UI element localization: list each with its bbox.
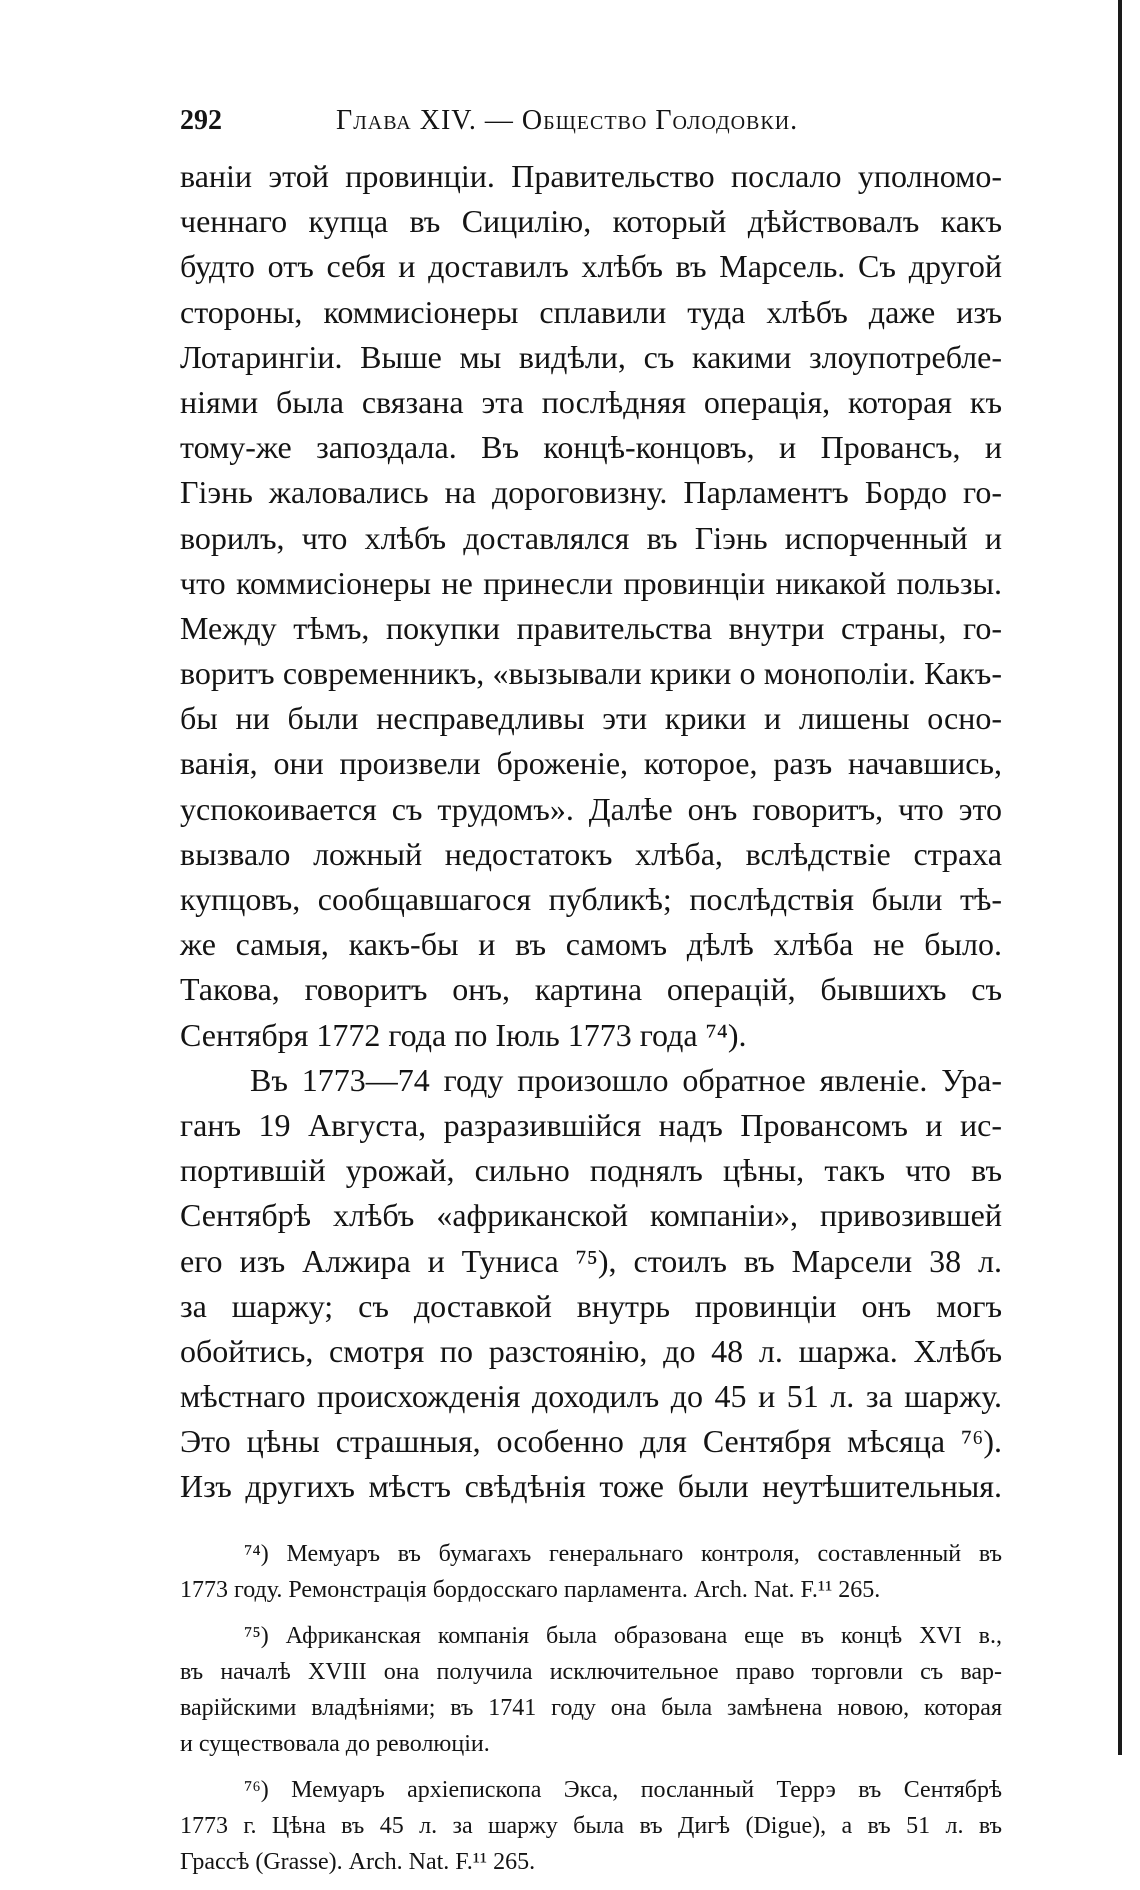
footnote-76 (180, 1772, 1002, 1880)
footnote-line: Грассѣ (Grasse). Arch. Nat. F.¹¹ 265. (180, 1848, 536, 1875)
text-line: тому-же запоздала. Въ концѣ-концовъ, и Провансъ, и (180, 429, 1002, 466)
text-line: стороны, коммисіонеры сплавили туда хлѣбъ даже изъ (180, 293, 1002, 330)
footnote-line: въ началѣ XVIII она получила исключительное право торговли съ вар- (180, 1658, 1002, 1685)
text-line: портившій урожай, сильно поднялъ цѣны, такъ что въ (180, 1152, 1002, 1189)
text-line: Такова, говоритъ онъ, картина операцій, бывшихъ съ (180, 971, 1002, 1008)
body-text (180, 154, 1002, 1510)
book-page (180, 96, 1002, 1890)
text-line: будто отъ себя и доставилъ хлѣбъ въ Марсель. Съ другой (180, 248, 1002, 285)
page-number: 292 (180, 105, 222, 136)
footnote-line: и существовала до революціи. (180, 1730, 490, 1757)
text-line: обойтись, смотря по разстоянію, до 48 л. шаржа. Хлѣбъ (180, 1332, 1002, 1369)
text-line: мѣстнаго происхожденія доходилъ до 45 и 51 л. за шаржу. (180, 1378, 1002, 1415)
footnote-line: 1773 году. Ремонстрація бордосскаго парламента. Arch. Nat. F.¹¹ 265. (180, 1576, 881, 1603)
text-line: бы ни были несправедливы эти крики и лишены осно- (180, 700, 1002, 737)
footnotes (180, 1536, 1002, 1880)
text-line: ченнаго купца въ Сицилію, который дѣйствовалъ какъ (180, 203, 1002, 240)
text-line: Лотарингіи. Выше мы видѣли, съ какими злоупотребле- (180, 338, 1002, 375)
text-line: за шаржу; съ доставкой внутрь провинціи онъ могъ (180, 1287, 1002, 1324)
footnote-74 (180, 1536, 1002, 1608)
footnote-line: ⁷⁴) Мемуаръ въ бумагахъ генеральнаго контроля, составленный въ (244, 1540, 1002, 1567)
text-line: ніями была связана эта послѣдняя операція, которая къ (180, 383, 1002, 420)
text-line: ваніи этой провинціи. Правительство послало уполномо- (180, 158, 1002, 194)
footnote-line: варійскими владѣніями; въ 1741 году она была замѣнена новою, которая (180, 1694, 1002, 1721)
text-line: Это цѣны страшныя, особенно для Сентября мѣсяца ⁷⁶). (180, 1423, 1002, 1460)
chapter-title: Глава XIV. — Общество Голодовки. (336, 105, 799, 136)
running-head (180, 96, 1002, 146)
text-line: вызвало ложный недостатокъ хлѣба, вслѣдствіе страха (180, 835, 1002, 872)
footnote-line: ⁷⁶) Мемуаръ архіепископа Экса, посланный Террэ въ Сентябрѣ (244, 1776, 1002, 1803)
text-line: воритъ современникъ, «вызывали крики о монополіи. Какъ- (180, 655, 1002, 692)
text-line: купцовъ, сообщавшагося публикѣ; послѣдствія были тѣ- (180, 881, 1002, 917)
text-line: ванія, они произвели броженіе, которое, разъ начавшись, (180, 745, 1002, 782)
text-line: Изъ другихъ мѣстъ свѣдѣнія тоже были неутѣшительныя. (180, 1468, 1002, 1505)
footnote-line: 1773 г. Цѣна въ 45 л. за шаржу была въ Дигѣ (Digue), а въ 51 л. въ (180, 1812, 1002, 1839)
page-edge-line (1118, 0, 1122, 1755)
text-line: что коммисіонеры не принесли провинціи никакой пользы. (180, 564, 1002, 601)
footnote-line: ⁷⁵) Африканская компанія была образована еще въ концѣ XVI в., (244, 1622, 1002, 1649)
footnote-75 (180, 1618, 1002, 1762)
text-line: ворилъ, что хлѣбъ доставлялся въ Гіэнь испорченный и (180, 519, 1002, 556)
text-line: Сентябрѣ хлѣбъ «африканской компаніи», привозившей (180, 1197, 1002, 1234)
text-line: Между тѣмъ, покупки правительства внутри страны, го- (180, 609, 1002, 646)
text-line: ганъ 19 Августа, разразившійся надъ Провансомъ и ис- (180, 1106, 1002, 1143)
text-line: Гіэнь жаловались на дороговизну. Парламентъ Бордо го- (180, 474, 1002, 511)
text-line: успокоивается съ трудомъ». Далѣе онъ говоритъ, что это (180, 790, 1002, 827)
text-line: же самыя, какъ-бы и въ самомъ дѣлѣ хлѣба не было. (180, 926, 1002, 963)
text-line: его изъ Алжира и Туниса ⁷⁵), стоилъ въ Марсели 38 л. (180, 1242, 1002, 1279)
text-line: Сентября 1772 года по Іюль 1773 года ⁷⁴). (180, 1016, 747, 1053)
text-line: Въ 1773—74 году произошло обратное явленіе. Ура- (250, 1061, 1002, 1098)
